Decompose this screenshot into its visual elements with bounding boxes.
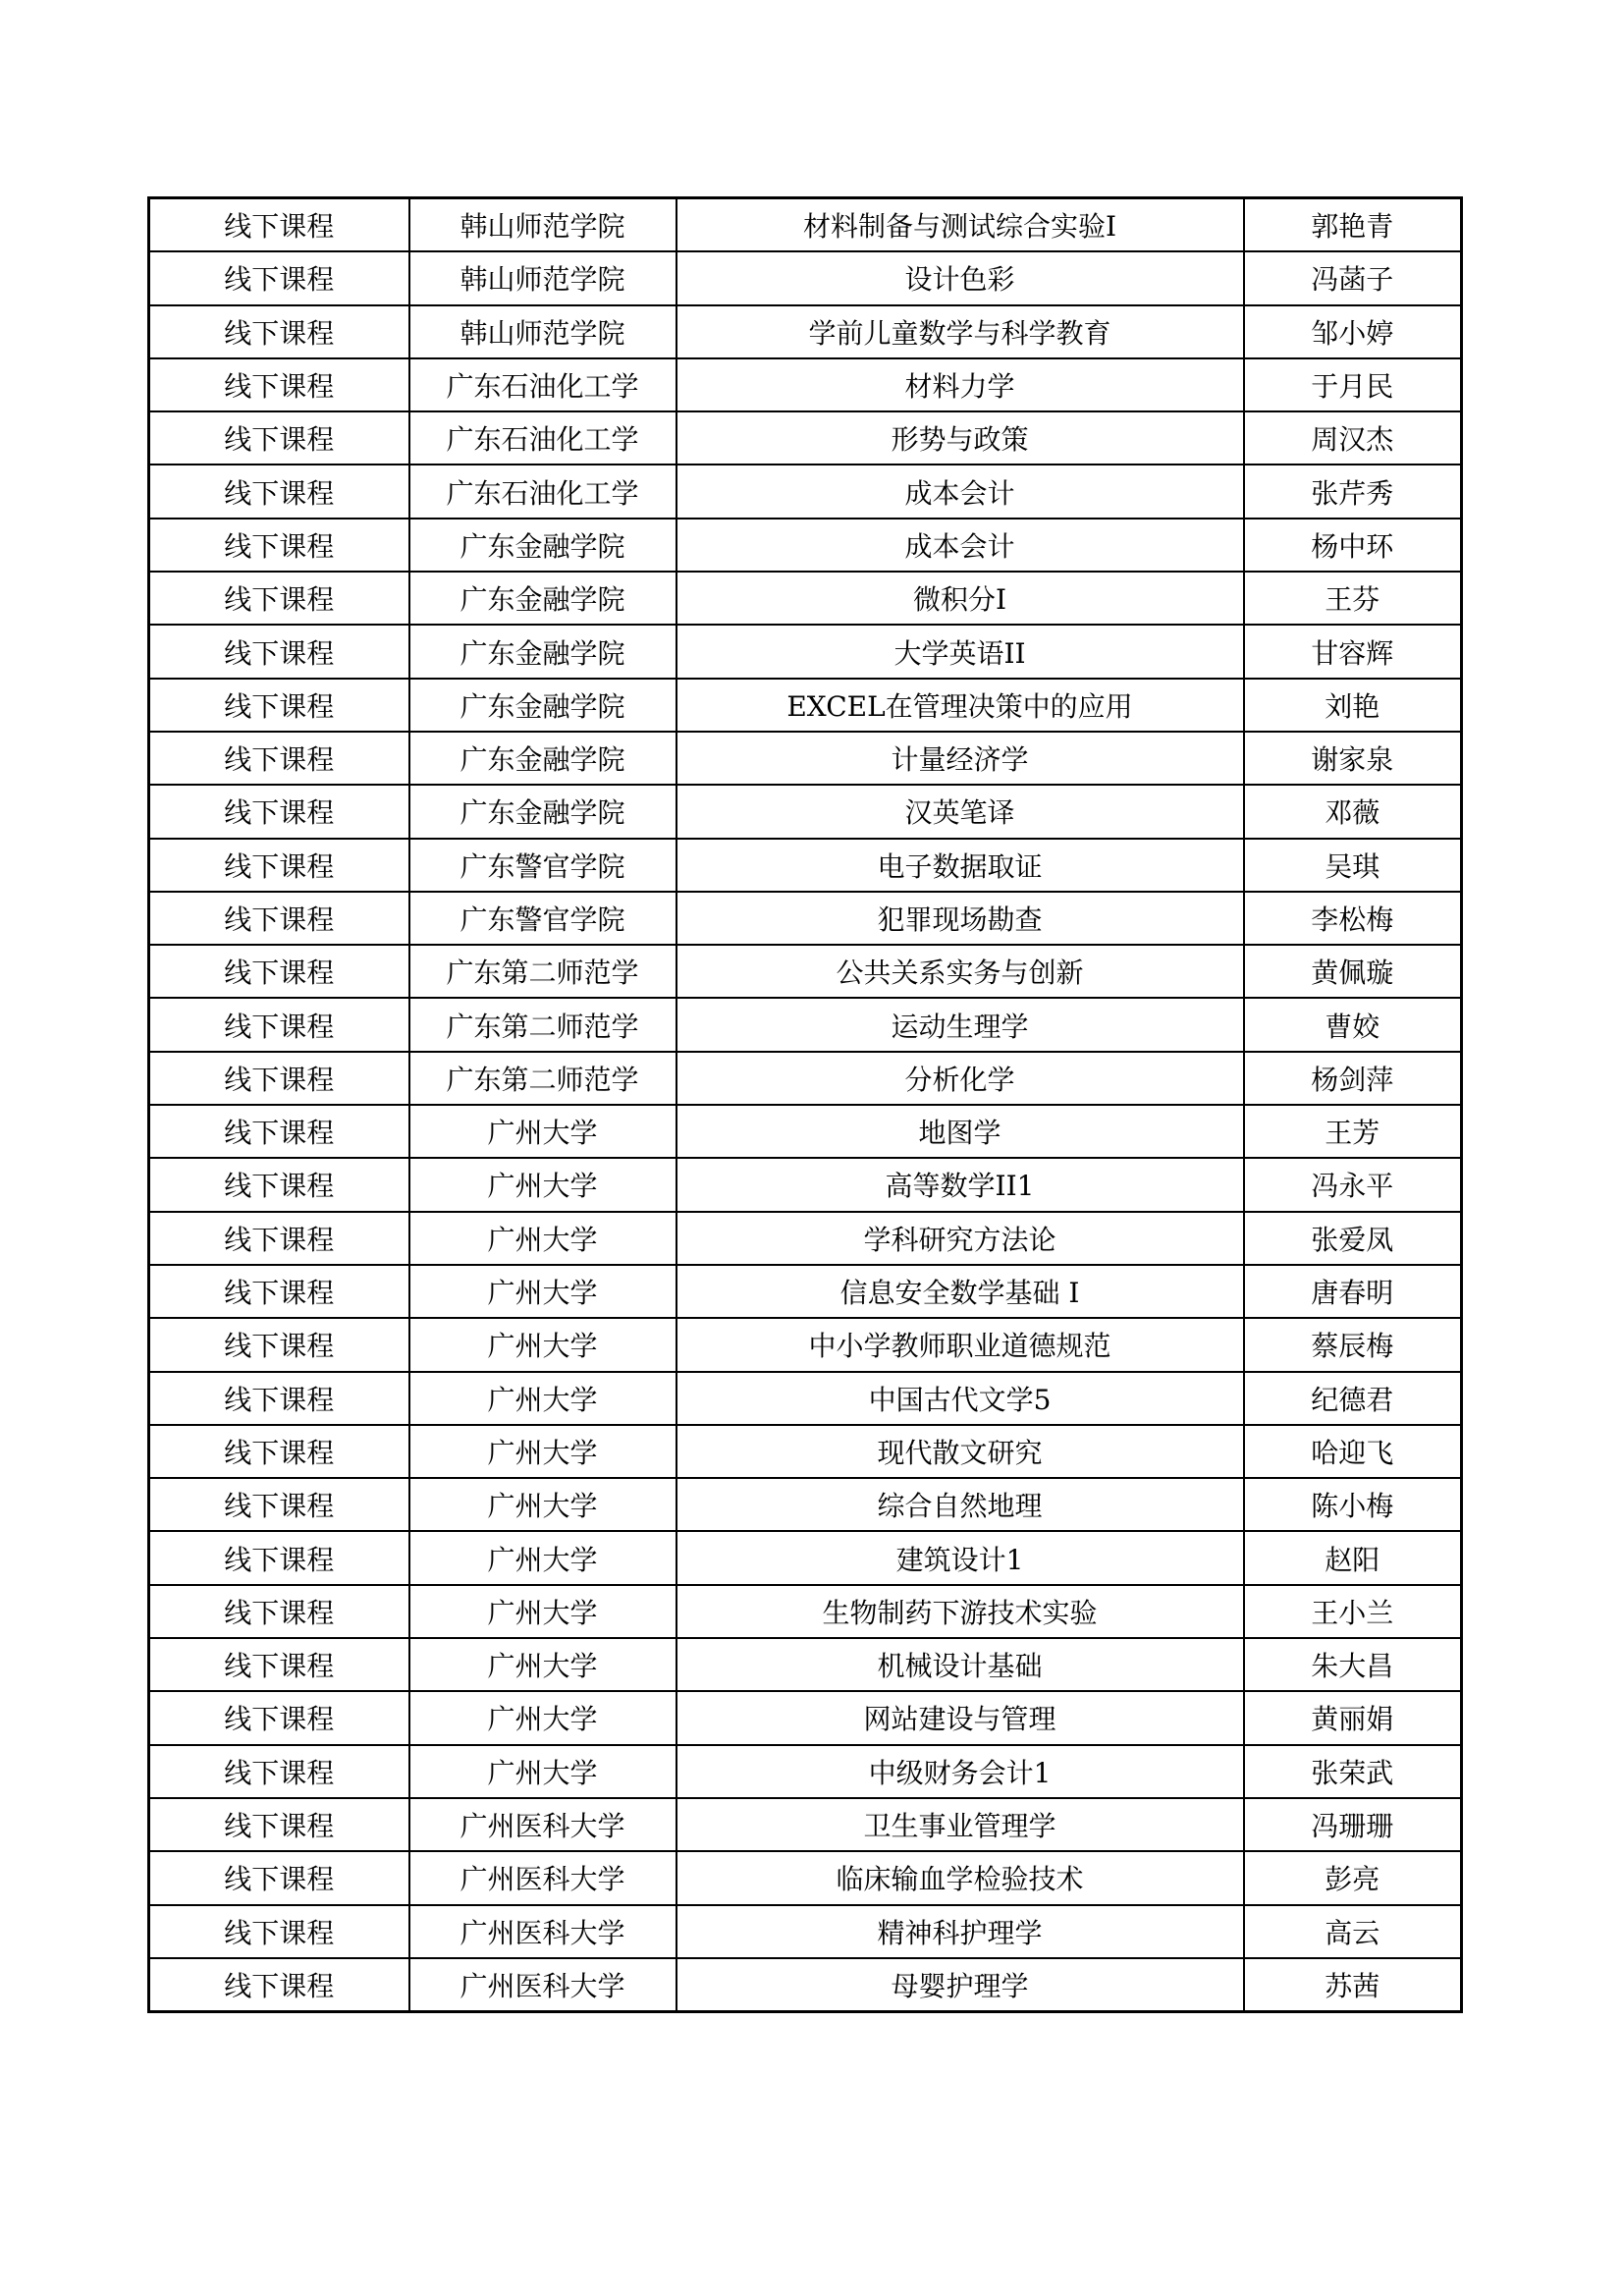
teacher-cell: 张芹秀 — [1244, 465, 1462, 518]
course-name-cell: 犯罪现场勘查 — [676, 892, 1244, 945]
course-type-cell: 线下课程 — [149, 572, 409, 625]
table-row — [149, 251, 1462, 304]
teacher-cell: 冯珊珊 — [1244, 1798, 1462, 1851]
course-name-cell: 材料力学 — [676, 358, 1244, 411]
table-row — [149, 519, 1462, 572]
course-name-cell: 地图学 — [676, 1105, 1244, 1158]
school-cell: 广州大学 — [409, 1318, 676, 1371]
course-type-cell: 线下课程 — [149, 1585, 409, 1638]
teacher-cell: 张荣武 — [1244, 1745, 1462, 1798]
school-cell: 广东警官学院 — [409, 892, 676, 945]
table-row — [149, 358, 1462, 411]
table-row — [149, 1105, 1462, 1158]
school-cell: 广州医科大学 — [409, 1958, 676, 2012]
course-type-cell: 线下课程 — [149, 892, 409, 945]
school-cell: 韩山师范学院 — [409, 305, 676, 358]
teacher-cell: 杨中环 — [1244, 519, 1462, 572]
school-cell: 广州大学 — [409, 1531, 676, 1584]
course-type-cell: 线下课程 — [149, 1851, 409, 1904]
school-cell: 广州医科大学 — [409, 1851, 676, 1904]
teacher-cell: 黄佩璇 — [1244, 945, 1462, 998]
course-type-cell: 线下课程 — [149, 198, 409, 252]
school-cell: 广州大学 — [409, 1158, 676, 1211]
teacher-cell: 张爱凤 — [1244, 1212, 1462, 1265]
school-cell: 广东第二师范学 — [409, 945, 676, 998]
school-cell: 广东警官学院 — [409, 839, 676, 892]
table-row — [149, 1265, 1462, 1318]
table-row — [149, 785, 1462, 838]
course-type-cell: 线下课程 — [149, 625, 409, 678]
course-name-cell: 中级财务会计1 — [676, 1745, 1244, 1798]
school-cell: 广东金融学院 — [409, 785, 676, 838]
teacher-cell: 郭艳青 — [1244, 198, 1462, 252]
teacher-cell: 甘容辉 — [1244, 625, 1462, 678]
course-name-cell: 卫生事业管理学 — [676, 1798, 1244, 1851]
table-row — [149, 411, 1462, 465]
table-row — [149, 732, 1462, 785]
course-type-cell: 线下课程 — [149, 358, 409, 411]
teacher-cell: 谢家泉 — [1244, 732, 1462, 785]
teacher-cell: 纪德君 — [1244, 1372, 1462, 1425]
course-name-cell: 学前儿童数学与科学教育 — [676, 305, 1244, 358]
course-type-cell: 线下课程 — [149, 998, 409, 1051]
course-type-cell: 线下课程 — [149, 679, 409, 732]
teacher-cell: 冯菡子 — [1244, 251, 1462, 304]
course-name-cell: 运动生理学 — [676, 998, 1244, 1051]
course-name-cell: 生物制药下游技术实验 — [676, 1585, 1244, 1638]
teacher-cell: 王芳 — [1244, 1105, 1462, 1158]
course-type-cell: 线下课程 — [149, 1158, 409, 1211]
course-name-cell: 学科研究方法论 — [676, 1212, 1244, 1265]
teacher-cell: 曹姣 — [1244, 998, 1462, 1051]
table-row — [149, 945, 1462, 998]
course-type-cell: 线下课程 — [149, 785, 409, 838]
course-name-cell: 精神科护理学 — [676, 1905, 1244, 1958]
table-row — [149, 1958, 1462, 2012]
course-type-cell: 线下课程 — [149, 1691, 409, 1744]
table-row — [149, 1585, 1462, 1638]
course-name-cell: 大学英语II — [676, 625, 1244, 678]
course-name-cell: 公共关系实务与创新 — [676, 945, 1244, 998]
course-type-cell: 线下课程 — [149, 1052, 409, 1105]
course-type-cell: 线下课程 — [149, 1318, 409, 1371]
school-cell: 广州医科大学 — [409, 1798, 676, 1851]
course-name-cell: 中国古代文学5 — [676, 1372, 1244, 1425]
teacher-cell: 赵阳 — [1244, 1531, 1462, 1584]
course-type-cell: 线下课程 — [149, 1745, 409, 1798]
course-name-cell: 设计色彩 — [676, 251, 1244, 304]
course-name-cell: 建筑设计1 — [676, 1531, 1244, 1584]
table-row — [149, 1158, 1462, 1211]
school-cell: 广州大学 — [409, 1212, 676, 1265]
course-type-cell: 线下课程 — [149, 305, 409, 358]
course-table — [147, 196, 1463, 2013]
table-row — [149, 1531, 1462, 1584]
course-name-cell: 形势与政策 — [676, 411, 1244, 465]
table-row — [149, 839, 1462, 892]
table-row — [149, 998, 1462, 1051]
table-row — [149, 1905, 1462, 1958]
table-row — [149, 1318, 1462, 1371]
school-cell: 韩山师范学院 — [409, 198, 676, 252]
teacher-cell: 哈迎飞 — [1244, 1425, 1462, 1478]
course-name-cell: 高等数学II1 — [676, 1158, 1244, 1211]
teacher-cell: 黄丽娟 — [1244, 1691, 1462, 1744]
teacher-cell: 朱大昌 — [1244, 1638, 1462, 1691]
course-name-cell: 临床输血学检验技术 — [676, 1851, 1244, 1904]
table-row — [149, 1851, 1462, 1904]
teacher-cell: 刘艳 — [1244, 679, 1462, 732]
teacher-cell: 蔡辰梅 — [1244, 1318, 1462, 1371]
teacher-cell: 彭亮 — [1244, 1851, 1462, 1904]
school-cell: 广东金融学院 — [409, 625, 676, 678]
course-name-cell: 信息安全数学基础 I — [676, 1265, 1244, 1318]
table-row — [149, 198, 1462, 252]
school-cell: 广东第二师范学 — [409, 998, 676, 1051]
table-row — [149, 1638, 1462, 1691]
course-name-cell: 机械设计基础 — [676, 1638, 1244, 1691]
table-row — [149, 1478, 1462, 1531]
teacher-cell: 李松梅 — [1244, 892, 1462, 945]
school-cell: 广州大学 — [409, 1425, 676, 1478]
school-cell: 广州大学 — [409, 1265, 676, 1318]
school-cell: 广东第二师范学 — [409, 1052, 676, 1105]
school-cell: 广东石油化工学 — [409, 358, 676, 411]
course-type-cell: 线下课程 — [149, 1905, 409, 1958]
course-type-cell: 线下课程 — [149, 1958, 409, 2012]
school-cell: 广东石油化工学 — [409, 465, 676, 518]
course-name-cell: 汉英笔译 — [676, 785, 1244, 838]
course-type-cell: 线下课程 — [149, 1478, 409, 1531]
teacher-cell: 高云 — [1244, 1905, 1462, 1958]
school-cell: 广州大学 — [409, 1372, 676, 1425]
course-type-cell: 线下课程 — [149, 251, 409, 304]
teacher-cell: 于月民 — [1244, 358, 1462, 411]
table-row — [149, 465, 1462, 518]
table-row — [149, 1372, 1462, 1425]
course-name-cell: 现代散文研究 — [676, 1425, 1244, 1478]
school-cell: 广州医科大学 — [409, 1905, 676, 1958]
teacher-cell: 王小兰 — [1244, 1585, 1462, 1638]
course-name-cell: 成本会计 — [676, 519, 1244, 572]
table-row — [149, 1425, 1462, 1478]
table-row — [149, 1798, 1462, 1851]
school-cell: 广州大学 — [409, 1745, 676, 1798]
course-name-cell: 母婴护理学 — [676, 1958, 1244, 2012]
school-cell: 广东金融学院 — [409, 519, 676, 572]
course-type-cell: 线下课程 — [149, 465, 409, 518]
course-type-cell: 线下课程 — [149, 945, 409, 998]
table-row — [149, 1745, 1462, 1798]
school-cell: 广州大学 — [409, 1691, 676, 1744]
school-cell: 广东石油化工学 — [409, 411, 676, 465]
course-name-cell: 综合自然地理 — [676, 1478, 1244, 1531]
table-row — [149, 625, 1462, 678]
course-type-cell: 线下课程 — [149, 1212, 409, 1265]
course-name-cell: 材料制备与测试综合实验I — [676, 198, 1244, 252]
school-cell: 广东金融学院 — [409, 679, 676, 732]
course-name-cell: 中小学教师职业道德规范 — [676, 1318, 1244, 1371]
teacher-cell: 杨剑萍 — [1244, 1052, 1462, 1105]
teacher-cell: 陈小梅 — [1244, 1478, 1462, 1531]
teacher-cell: 邹小婷 — [1244, 305, 1462, 358]
school-cell: 广州大学 — [409, 1585, 676, 1638]
course-type-cell: 线下课程 — [149, 519, 409, 572]
teacher-cell: 苏茜 — [1244, 1958, 1462, 2012]
table-row — [149, 1212, 1462, 1265]
course-name-cell: 网站建设与管理 — [676, 1691, 1244, 1744]
course-name-cell: 分析化学 — [676, 1052, 1244, 1105]
table-row — [149, 1052, 1462, 1105]
teacher-cell: 周汉杰 — [1244, 411, 1462, 465]
school-cell: 广州大学 — [409, 1105, 676, 1158]
course-type-cell: 线下课程 — [149, 1531, 409, 1584]
teacher-cell: 冯永平 — [1244, 1158, 1462, 1211]
teacher-cell: 唐春明 — [1244, 1265, 1462, 1318]
course-name-cell: 微积分I — [676, 572, 1244, 625]
course-type-cell: 线下课程 — [149, 839, 409, 892]
course-name-cell: 电子数据取证 — [676, 839, 1244, 892]
course-type-cell: 线下课程 — [149, 1798, 409, 1851]
teacher-cell: 王芬 — [1244, 572, 1462, 625]
teacher-cell: 邓薇 — [1244, 785, 1462, 838]
table-row — [149, 679, 1462, 732]
table-row — [149, 572, 1462, 625]
course-type-cell: 线下课程 — [149, 1372, 409, 1425]
table-row — [149, 305, 1462, 358]
course-type-cell: 线下课程 — [149, 1638, 409, 1691]
course-name-cell: EXCEL在管理决策中的应用 — [676, 679, 1244, 732]
school-cell: 广东金融学院 — [409, 572, 676, 625]
table-row — [149, 892, 1462, 945]
course-type-cell: 线下课程 — [149, 732, 409, 785]
school-cell: 广州大学 — [409, 1638, 676, 1691]
school-cell: 广州大学 — [409, 1478, 676, 1531]
teacher-cell: 吴琪 — [1244, 839, 1462, 892]
course-type-cell: 线下课程 — [149, 1105, 409, 1158]
school-cell: 韩山师范学院 — [409, 251, 676, 304]
course-name-cell: 计量经济学 — [676, 732, 1244, 785]
course-type-cell: 线下课程 — [149, 411, 409, 465]
course-name-cell: 成本会计 — [676, 465, 1244, 518]
course-type-cell: 线下课程 — [149, 1265, 409, 1318]
table-row — [149, 1691, 1462, 1744]
course-type-cell: 线下课程 — [149, 1425, 409, 1478]
school-cell: 广东金融学院 — [409, 732, 676, 785]
